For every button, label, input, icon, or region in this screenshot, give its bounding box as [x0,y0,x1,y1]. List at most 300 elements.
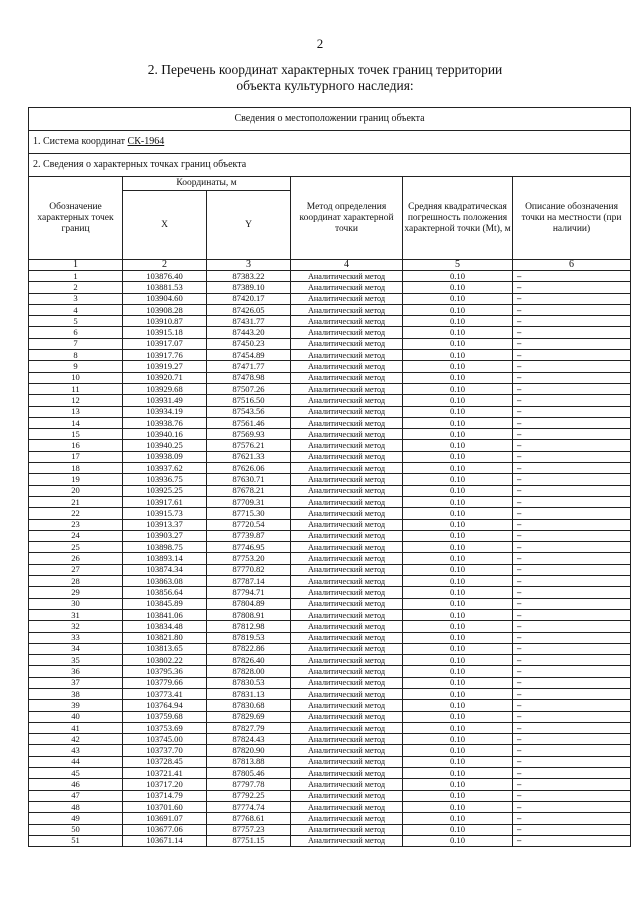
method-cell: Аналитический метод [291,700,403,711]
x-coordinate-cell: 103929.68 [123,383,207,394]
point-id-cell: 16 [29,440,123,451]
x-coordinate-cell: 103876.40 [123,271,207,282]
error-cell: 0.10 [403,700,513,711]
point-id-cell: 44 [29,756,123,767]
point-id-cell: 9 [29,361,123,372]
method-cell: Аналитический метод [291,801,403,812]
error-cell: 0.10 [403,734,513,745]
x-coordinate-cell: 103745.00 [123,734,207,745]
method-cell: Аналитический метод [291,406,403,417]
description-cell: – [513,824,631,835]
column-number: 3 [207,260,291,271]
point-id-cell: 24 [29,530,123,541]
header-description: Описание обозначения точки на местности (при наличии) [513,177,631,260]
error-cell: 0.10 [403,745,513,756]
method-cell: Аналитический метод [291,609,403,620]
point-id-cell: 15 [29,429,123,440]
description-cell: – [513,813,631,824]
point-id-cell: 40 [29,711,123,722]
table-row [29,700,631,711]
column-number: 1 [29,260,123,271]
table-row [29,813,631,824]
error-cell: 0.10 [403,350,513,361]
method-cell: Аналитический метод [291,496,403,507]
description-cell: – [513,745,631,756]
method-cell: Аналитический метод [291,666,403,677]
y-coordinate-cell: 87739.87 [207,530,291,541]
y-coordinate-cell: 87478.98 [207,372,291,383]
description-cell: – [513,835,631,846]
y-coordinate-cell: 87768.61 [207,813,291,824]
y-coordinate-cell: 87770.82 [207,564,291,575]
method-cell: Аналитический метод [291,372,403,383]
table-row [29,338,631,349]
x-coordinate-cell: 103753.69 [123,722,207,733]
description-cell: – [513,768,631,779]
y-coordinate-cell: 87830.53 [207,677,291,688]
error-cell: 0.10 [403,485,513,496]
method-cell: Аналитический метод [291,779,403,790]
x-coordinate-cell: 103821.80 [123,632,207,643]
method-cell: Аналитический метод [291,327,403,338]
y-coordinate-cell: 87826.40 [207,655,291,666]
y-coordinate-cell: 87443.20 [207,327,291,338]
y-coordinate-cell: 87471.77 [207,361,291,372]
method-cell: Аналитический метод [291,463,403,474]
y-coordinate-cell: 87516.50 [207,395,291,406]
point-id-cell: 41 [29,722,123,733]
table-row [29,316,631,327]
method-cell: Аналитический метод [291,587,403,598]
description-cell: – [513,451,631,462]
error-cell: 0.10 [403,576,513,587]
description-cell: – [513,417,631,428]
y-coordinate-cell: 87630.71 [207,474,291,485]
x-coordinate-cell: 103779.66 [123,677,207,688]
error-cell: 0.10 [403,779,513,790]
x-coordinate-cell: 103938.09 [123,451,207,462]
error-cell: 0.10 [403,655,513,666]
method-cell: Аналитический метод [291,440,403,451]
y-coordinate-cell: 87383.22 [207,271,291,282]
x-coordinate-cell: 103915.73 [123,508,207,519]
x-coordinate-cell: 103841.06 [123,609,207,620]
point-id-cell: 4 [29,304,123,315]
y-coordinate-cell: 87808.91 [207,609,291,620]
x-coordinate-cell: 103714.79 [123,790,207,801]
table-row [29,835,631,846]
method-cell: Аналитический метод [291,542,403,553]
table-row [29,666,631,677]
table-row [29,406,631,417]
error-cell: 0.10 [403,429,513,440]
description-cell: – [513,609,631,620]
table-row [29,688,631,699]
description-cell: – [513,395,631,406]
table-row [29,474,631,485]
coordinate-system-name: СК-1964 [127,136,165,147]
x-coordinate-cell: 103677.06 [123,824,207,835]
method-cell: Аналитический метод [291,745,403,756]
table-row [29,756,631,767]
y-coordinate-cell: 87426.05 [207,304,291,315]
error-cell: 0.10 [403,530,513,541]
y-coordinate-cell: 87454.89 [207,350,291,361]
x-coordinate-cell: 103898.75 [123,542,207,553]
y-coordinate-cell: 87828.00 [207,666,291,677]
table-row [29,463,631,474]
table-row [29,485,631,496]
error-cell: 0.10 [403,474,513,485]
table-row [29,576,631,587]
header-method: Метод определения координат характерной точки [291,177,403,260]
y-coordinate-cell: 87792.25 [207,790,291,801]
x-coordinate-cell: 103917.61 [123,496,207,507]
method-cell: Аналитический метод [291,677,403,688]
table-row [29,621,631,632]
point-id-cell: 51 [29,835,123,846]
method-cell: Аналитический метод [291,519,403,530]
point-id-cell: 48 [29,801,123,812]
x-coordinate-cell: 103917.76 [123,350,207,361]
column-number: 6 [513,260,631,271]
y-coordinate-cell: 87813.88 [207,756,291,767]
point-id-cell: 25 [29,542,123,553]
y-coordinate-cell: 87561.46 [207,417,291,428]
description-cell: – [513,338,631,349]
error-cell: 0.10 [403,304,513,315]
table-row [29,327,631,338]
coordinates-table-frame [28,107,630,847]
y-coordinate-cell: 87720.54 [207,519,291,530]
method-cell: Аналитический метод [291,655,403,666]
x-coordinate-cell: 103936.75 [123,474,207,485]
error-cell: 0.10 [403,451,513,462]
description-cell: – [513,463,631,474]
header-error: Средняя квадратическая погрешность положения характерной точки (Mt), м [403,177,513,260]
method-cell: Аналитический метод [291,304,403,315]
x-coordinate-cell: 103874.34 [123,564,207,575]
point-id-cell: 12 [29,395,123,406]
table-row [29,304,631,315]
method-cell: Аналитический метод [291,835,403,846]
point-id-cell: 21 [29,496,123,507]
point-id-cell: 11 [29,383,123,394]
description-cell: – [513,598,631,609]
table-row [29,677,631,688]
error-cell: 0.10 [403,711,513,722]
y-coordinate-cell: 87827.79 [207,722,291,733]
method-cell: Аналитический метод [291,632,403,643]
point-id-cell: 31 [29,609,123,620]
x-coordinate-cell: 103915.18 [123,327,207,338]
error-cell: 0.10 [403,440,513,451]
description-cell: – [513,666,631,677]
point-id-cell: 17 [29,451,123,462]
error-cell: 0.10 [403,361,513,372]
x-coordinate-cell: 103728.45 [123,756,207,767]
description-cell: – [513,688,631,699]
table-row [29,496,631,507]
y-coordinate-cell: 87820.90 [207,745,291,756]
method-cell: Аналитический метод [291,813,403,824]
point-id-cell: 34 [29,643,123,654]
point-id-cell: 29 [29,587,123,598]
error-cell: 0.10 [403,519,513,530]
description-cell: – [513,508,631,519]
x-coordinate-cell: 103845.89 [123,598,207,609]
description-cell: – [513,316,631,327]
method-cell: Аналитический метод [291,451,403,462]
table-row [29,655,631,666]
method-cell: Аналитический метод [291,485,403,496]
description-cell: – [513,383,631,394]
method-cell: Аналитический метод [291,711,403,722]
point-id-cell: 45 [29,768,123,779]
description-cell: – [513,779,631,790]
y-coordinate-cell: 87819.53 [207,632,291,643]
table-row [29,293,631,304]
x-coordinate-cell: 103795.36 [123,666,207,677]
point-id-cell: 2 [29,282,123,293]
y-coordinate-cell: 87543.56 [207,406,291,417]
error-cell: 0.10 [403,395,513,406]
x-coordinate-cell: 103937.62 [123,463,207,474]
point-id-cell: 19 [29,474,123,485]
table-row [29,542,631,553]
description-cell: – [513,564,631,575]
heading-line-2: объекта культурного наследия: [236,78,414,93]
x-coordinate-cell: 103925.25 [123,485,207,496]
method-cell: Аналитический метод [291,429,403,440]
description-cell: – [513,576,631,587]
x-coordinate-cell: 103717.20 [123,779,207,790]
y-coordinate-cell: 87746.95 [207,542,291,553]
description-cell: – [513,406,631,417]
error-cell: 0.10 [403,282,513,293]
method-cell: Аналитический метод [291,598,403,609]
coordinate-system-prefix: 1. Система координат [33,136,128,147]
error-cell: 0.10 [403,621,513,632]
method-cell: Аналитический метод [291,383,403,394]
x-coordinate-cell: 103813.65 [123,643,207,654]
error-cell: 0.10 [403,688,513,699]
method-cell: Аналитический метод [291,734,403,745]
x-coordinate-cell: 103910.87 [123,316,207,327]
header-coords: Координаты, м [123,177,291,191]
y-coordinate-cell: 87797.78 [207,779,291,790]
table-row [29,519,631,530]
description-cell: – [513,327,631,338]
error-cell: 0.10 [403,406,513,417]
table-row [29,734,631,745]
point-id-cell: 14 [29,417,123,428]
y-coordinate-cell: 87621.33 [207,451,291,462]
point-id-cell: 26 [29,553,123,564]
method-cell: Аналитический метод [291,576,403,587]
error-cell: 0.10 [403,372,513,383]
x-coordinate-cell: 103764.94 [123,700,207,711]
x-coordinate-cell: 103671.14 [123,835,207,846]
point-id-cell: 35 [29,655,123,666]
error-cell: 0.10 [403,666,513,677]
error-cell: 0.10 [403,564,513,575]
method-cell: Аналитический метод [291,338,403,349]
x-coordinate-cell: 103773.41 [123,688,207,699]
point-id-cell: 47 [29,790,123,801]
y-coordinate-cell: 87626.06 [207,463,291,474]
column-number: 4 [291,260,403,271]
description-cell: – [513,496,631,507]
error-cell: 0.10 [403,824,513,835]
method-cell: Аналитический метод [291,271,403,282]
y-coordinate-cell: 87420.17 [207,293,291,304]
table-row [29,361,631,372]
description-cell: – [513,632,631,643]
x-coordinate-cell: 103920.71 [123,372,207,383]
error-cell: 0.10 [403,383,513,394]
point-id-cell: 22 [29,508,123,519]
coordinates-table [28,107,631,847]
point-id-cell: 43 [29,745,123,756]
table-row [29,417,631,428]
method-cell: Аналитический метод [291,824,403,835]
table-row [29,587,631,598]
description-cell: – [513,643,631,654]
table-row [29,722,631,733]
method-cell: Аналитический метод [291,643,403,654]
table-row [29,372,631,383]
description-cell: – [513,621,631,632]
y-coordinate-cell: 87757.23 [207,824,291,835]
section-2-title: 2. Сведения о характерных точках границ объекта [29,154,631,177]
x-coordinate-cell: 103893.14 [123,553,207,564]
table-row [29,429,631,440]
y-coordinate-cell: 87389.10 [207,282,291,293]
y-coordinate-cell: 87576.21 [207,440,291,451]
error-cell: 0.10 [403,756,513,767]
table-row [29,801,631,812]
table-row [29,609,631,620]
x-coordinate-cell: 103701.60 [123,801,207,812]
point-id-cell: 3 [29,293,123,304]
header-y: Y [207,191,291,260]
description-cell: – [513,474,631,485]
description-cell: – [513,372,631,383]
column-number: 5 [403,260,513,271]
y-coordinate-cell: 87831.13 [207,688,291,699]
point-id-cell: 20 [29,485,123,496]
point-id-cell: 30 [29,598,123,609]
point-id-cell: 46 [29,779,123,790]
x-coordinate-cell: 103940.25 [123,440,207,451]
error-cell: 0.10 [403,553,513,564]
point-id-cell: 38 [29,688,123,699]
y-coordinate-cell: 87829.69 [207,711,291,722]
point-id-cell: 10 [29,372,123,383]
point-id-cell: 6 [29,327,123,338]
table-row [29,282,631,293]
y-coordinate-cell: 87715.30 [207,508,291,519]
error-cell: 0.10 [403,632,513,643]
method-cell: Аналитический метод [291,768,403,779]
method-cell: Аналитический метод [291,350,403,361]
y-coordinate-cell: 87824.43 [207,734,291,745]
y-coordinate-cell: 87794.71 [207,587,291,598]
table-title: Сведения о местоположении границ объекта [29,108,631,131]
column-number-row [29,260,631,271]
description-cell: – [513,519,631,530]
table-row [29,790,631,801]
error-cell: 0.10 [403,316,513,327]
description-cell: – [513,553,631,564]
x-coordinate-cell: 103931.49 [123,395,207,406]
table-row [29,768,631,779]
x-coordinate-cell: 103759.68 [123,711,207,722]
table-row [29,564,631,575]
heading-line-1: 2. Перечень координат характерных точек границ территории [147,62,503,77]
method-cell: Аналитический метод [291,722,403,733]
error-cell: 0.10 [403,417,513,428]
point-id-cell: 27 [29,564,123,575]
error-cell: 0.10 [403,542,513,553]
coordinate-system [29,131,631,154]
method-cell: Аналитический метод [291,621,403,632]
method-cell: Аналитический метод [291,564,403,575]
x-coordinate-cell: 103904.60 [123,293,207,304]
error-cell: 0.10 [403,463,513,474]
y-coordinate-cell: 87431.77 [207,316,291,327]
description-cell: – [513,711,631,722]
table-row [29,643,631,654]
x-coordinate-cell: 103856.64 [123,587,207,598]
page-number: 2 [316,36,324,51]
x-coordinate-cell: 103903.27 [123,530,207,541]
y-coordinate-cell: 87709.31 [207,496,291,507]
table-row [29,553,631,564]
error-cell: 0.10 [403,677,513,688]
method-cell: Аналитический метод [291,361,403,372]
table-row [29,508,631,519]
x-coordinate-cell: 103913.37 [123,519,207,530]
error-cell: 0.10 [403,813,513,824]
description-cell: – [513,587,631,598]
point-id-cell: 23 [29,519,123,530]
description-cell: – [513,542,631,553]
point-id-cell: 13 [29,406,123,417]
x-coordinate-cell: 103721.41 [123,768,207,779]
description-cell: – [513,790,631,801]
description-cell: – [513,293,631,304]
error-cell: 0.10 [403,768,513,779]
description-cell: – [513,440,631,451]
error-cell: 0.10 [403,790,513,801]
description-cell: – [513,530,631,541]
table-row [29,530,631,541]
table-row [29,779,631,790]
description-cell: – [513,801,631,812]
table-row [29,440,631,451]
error-cell: 0.10 [403,587,513,598]
method-cell: Аналитический метод [291,553,403,564]
point-id-cell: 18 [29,463,123,474]
table-row [29,383,631,394]
method-cell: Аналитический метод [291,688,403,699]
x-coordinate-cell: 103834.48 [123,621,207,632]
x-coordinate-cell: 103934.19 [123,406,207,417]
error-cell: 0.10 [403,338,513,349]
description-cell: – [513,485,631,496]
